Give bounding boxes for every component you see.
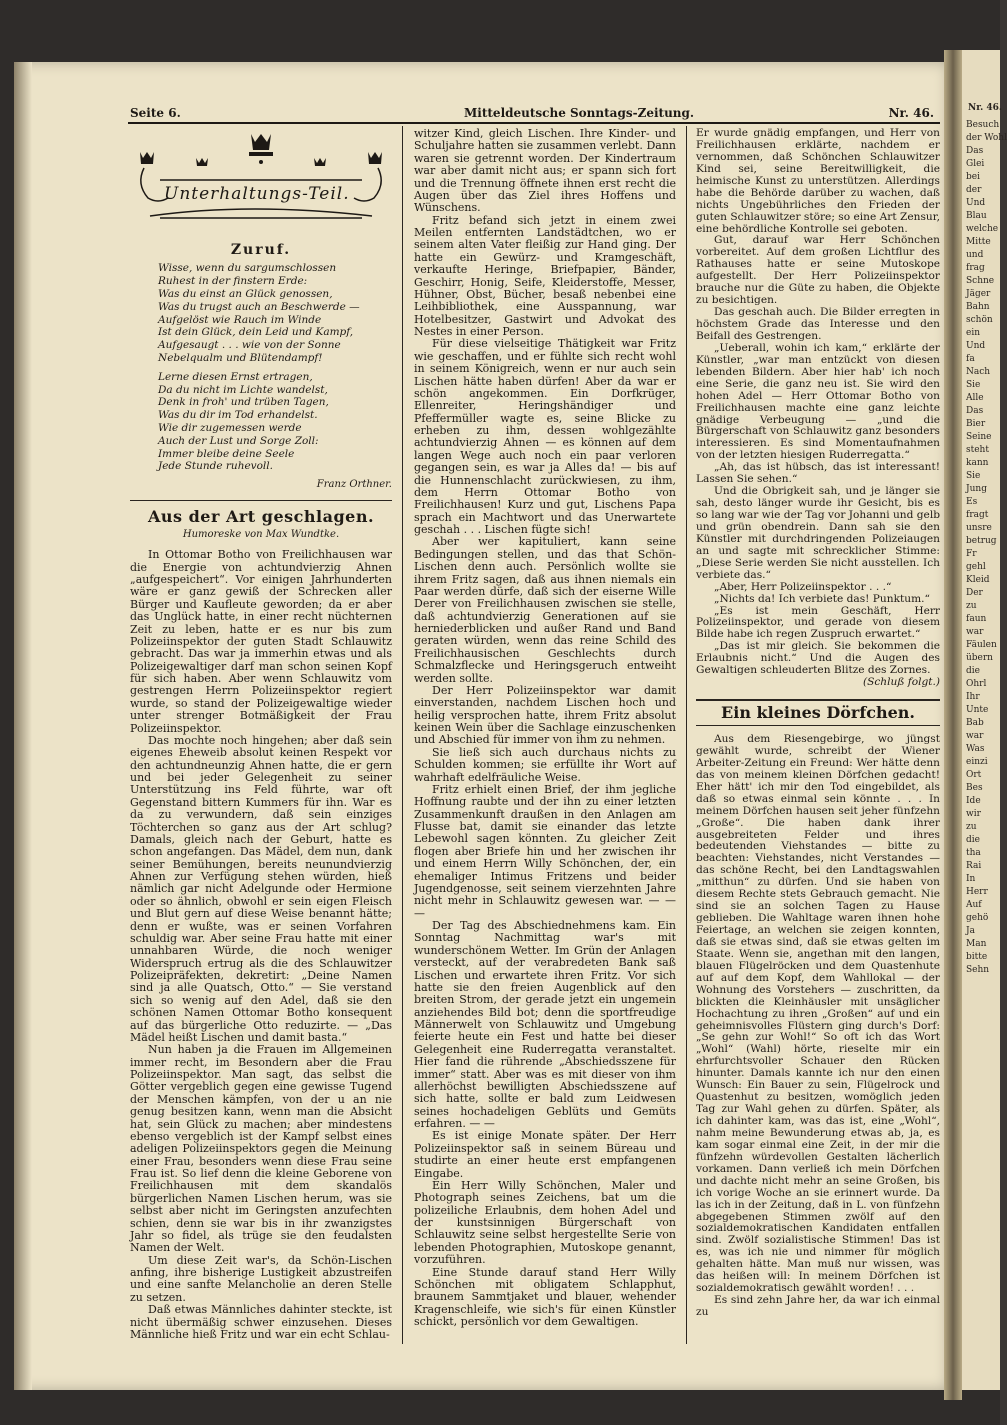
paragraph: Nun haben ja die Frauen im Allgemeinen immer recht, im Besondern aber die Frau Polizeiinspektor. Man sagt, das selbst die Götter vergeblich gegen eine gewisse Tugend der Menschen kämpfen, von der u an nie genug besitzen kann, wenn man die Absicht hat, sein Glück zu machen; aber mindestens ebenso vergeblich ist der Kampf selbst eines adeligen Polizeiinspektors gegen die Meinung einer Frau, besonders wenn diese Frau seine Frau ist. So lief denn die kleine Geborene von Freilichhausen mit dem skandalös bürgerlichen Namen Lischen herum, was sie selbst aber nicht im Geringsten anzufechten schien, denn sie war bis in ihr zwanzigstes Jahr so fidel, als trüge sie den feudalsten Namen der Welt.: [130, 1043, 392, 1255]
poem-line: Aufgesaugt . . . wie von der Sonne: [158, 339, 341, 352]
right-page-fragment-line: Nach: [966, 367, 991, 377]
column-2: [414, 128, 676, 1328]
paragraph: Für diese vielseitige Thätigkeit war Fritz wie geschaffen, und er fühlte sich recht wohl in seinem Königreich, wenn er nur auch sein Lischen hätte haben dürfen! Aber da war er schön angekommen. Ein Dorfkrüger, Ellenreiter, Heringshändiger und Pfeffermüller wagte es, seine Blicke zu erheben zu ihm, dessen wohlgezählte achtundvierzig Ahnen — es können auf dem langen Wege auch noch ein paar verloren gegangen sein, es war ja Alles da! — bis auf die Hunnenschlacht zurückwiesen, zu ihm, dem Herrn Ottomar Botho von Freilichhausen! Kurz und gut, Lischens Papa sprach ein Machtwort und das Unerwartete geschah . . . Lischen fügte sich!: [414, 337, 676, 536]
paragraph: Das geschah auch. Die Bilder erregten in höchstem Grade das Interesse und den Beifall des Gestrengen.: [696, 306, 940, 342]
section-banner: [130, 128, 392, 236]
right-page-fragment-line: zu: [966, 822, 977, 832]
paragraph: Er wurde gnädig empfangen, und Herr von Freilichhausen erklärte, nachdem er vernommen, daß Schönchen Schlauwitzer Kind sei, seine Bereitwilligkeit, die heimische Kunst zu unterstützen. Allerdings habe die Behörde darüber zu wachen, daß nichts Ungebührliches den Frieden der guten Schlauwitzer störe; so eine Art Zensur, eine behördliche Kontrolle sei geboten.: [696, 127, 940, 235]
right-page-fragment-line: Rai: [966, 861, 982, 871]
right-page-fragment-line: Ort: [966, 770, 982, 780]
poem-stanza-2: [158, 371, 392, 473]
paragraph: Eine Stunde darauf stand Herr Willy Schönchen mit obligatem Schlapphut, braunem Sammtjaket und blauer, wehender Kragenschleife, wie sich's für einen Künstler schickt, persönlich vor dem Gewaltigen.: [414, 1265, 676, 1328]
poem-line: Nebelqualm und Blütendampf!: [158, 351, 323, 364]
paragraph: „Das ist mir gleich. Sie bekommen die Erlaubnis nicht.“ Und die Augen des Gewaltigen schleuderten Blitze des Zornes.: [696, 640, 940, 677]
right-page-fragment-line: Herr: [966, 887, 988, 897]
right-page-fragment-line: einzi: [966, 757, 988, 767]
poem-title: Zuruf.: [230, 242, 292, 258]
right-page-fragment-line: ein: [966, 328, 981, 338]
column-3: [696, 128, 940, 1319]
right-page-fragment-line: der Wohl: [966, 133, 1007, 143]
poem-line: Auch der Lust und Sorge Zoll:: [158, 434, 319, 447]
right-page-fragment-line: Man: [966, 939, 987, 949]
story-text-col1: [130, 549, 392, 1341]
paragraph: Aber wer kapituliert, kann seine Bedingungen stellen, und das that Schön-Lischen denn auch. Persönlich wollte sie ihrem Fritz sagen, daß aus ihnen niemals ein Paar werden dürfe, daß sich der eiserne Wille Derer von Freilichhausen zwischen sie stelle, daß achtundvierzig Generationen auf sie herniederblicken und außer Rand und Band geraten würden, wenn das reine Schild des Freilichhausischen Geschlechts durch Schmalzflecke und Heringsgeruch entweiht werden sollte.: [414, 535, 676, 685]
paragraph: „Ueberall, wohin ich kam,“ erklärte der Künstler, „war man entzückt von diesen lebenden Bildern. Aber hier hab' ich noch eine Serie, die ganz neu ist. Sie wird den hohen Adel — Herr Ottomar Botho von Freilichhausen machte eine ganz leichte gnädige Verbeugung — „und die Bürgerschaft von Schlauwitz ganz besonders interessieren. Es sind Momentaufnahmen von der letzten hiesigen Ruderregatta.“: [696, 341, 940, 462]
poem-line: Was du einst an Glück genossen,: [158, 287, 333, 300]
paragraph: witzer Kind, gleich Lischen. Ihre Kinder- und Schuljahre hatten sie zusammen verlebt. Dann waren sie getrennt worden. Der Kindertraum war aber damit nicht aus; er spann sich fort und die Trennung öffnete ihnen erst recht die Augen über das Ziel ihres Hoffens und Wünschens.: [414, 127, 676, 215]
paragraph: Gut, darauf war Herr Schönchen vorbereitet. Auf dem großen Lichtflur des Rathauses hatte er seine Mutoskope aufgestellt. Der Herr Polizeiinspektor brauche nur die Güte zu haben, die Objekte zu besichtigen.: [696, 234, 940, 307]
right-page-fragment-line: die: [966, 835, 980, 845]
paragraph: Und die Obrigkeit sah, und je länger sie sah, desto länger wurde ihr Gesicht, bis es so lang war wie der Tag vor Johanni und gelb und grün obendrein. Dann sah sie den Künstler mit durchdringenden Polizeiaugen an und sagte mit schrecklicher Stimme: „Diese Serie werden Sie nicht ausstellen. Ich verbiete das.“: [696, 485, 940, 581]
right-page-fragment-line: Ihr: [966, 692, 980, 702]
column-divider-1: [402, 126, 403, 1344]
poem-line: Was du trugst auch an Beschwerde —: [158, 300, 360, 313]
right-page-fragment-line: zu: [966, 601, 977, 611]
paragraph: Fritz befand sich jetzt in einem zwei Meilen entfernten Landstädtchen, wo er seinem alten Vater fleißig zur Hand ging. Der hatte ein Gewürz- und Kramgeschäft, verkaufte Heringe, Briefpapier, Bänder, Geschirr, Honig, Seife, Kleiderstoffe, Messer, Hühner, Obst, Bücher, besaß nebenbei eine Leihbibliothek, eine Ausspannung, war Hotelbesitzer, Gastwirt und Advokat des Nestes in einer Person.: [414, 213, 676, 338]
right-page-fragment-line: bitte: [966, 952, 988, 962]
right-page-fragment-line: Kleid: [966, 575, 990, 585]
right-page-fragment-line: Und: [966, 341, 986, 351]
right-page-text: [966, 119, 1007, 977]
paragraph: Um diese Zeit war's, da Schön-Lischen anfing, ihre bisherige Lustigkeit abzustreifen und eine sanfte Melancholie an deren Stelle zu setzen.: [130, 1253, 392, 1304]
paragraph: Der Herr Polizeiinspektor war damit einverstanden, nachdem Lischen hoch und heilig versprochen hatte, ihrem Fritz absolut keinen Wein über die Sachlage einzuschenken und Abschied für immer von ihm zu nehmen.: [414, 683, 676, 747]
poem-line: Aufgelöst wie Rauch im Winde: [158, 313, 322, 326]
paragraph: Sie ließ sich auch durchaus nichts zu Schulden kommen; sie erfüllte ihr Wort auf wahrhaft edelfräuliche Weise.: [414, 745, 676, 784]
right-page-fragment-line: Seine: [966, 432, 992, 442]
poem-line: Wisse, wenn du sargumschlossen: [158, 262, 337, 275]
story-title: Aus der Art geschlagen.: [147, 506, 375, 526]
right-page-fragment-line: fragt: [966, 510, 989, 520]
right-page-fragment-line: Bier: [966, 419, 986, 429]
page-left-edge: [14, 62, 32, 1390]
right-page-fragment-line: Ide: [966, 796, 981, 806]
paragraph: Aus dem Riesengebirge, wo jüngst gewählt wurde, schreibt der Wiener Arbeiter-Zeitung ein Freund: Wer hätte denn das von meinem kleinen Dörfchen gedacht! Eher hätt' ich mir den Tod eingebildet, als daß so etwas einmal sein könnte . . . In meinem Dörfchen hausen seit jeher fünfzehn „Große“. Die haben dank ihrer ausgebreiteten Felder und ihres bedeutenden Viehstandes — bitte zu beachten: Viehstandes, nicht Verstandes — das schöne Recht, bei den Landtagswahlen „mitthun“ zu dürfen. Und sie haben von diesem Rechte stets Gebrauch gemacht. Nie sind sie an solchen Tagen zu Hause geblieben. Die Wahltage waren ihnen hohe Feiertage, an welchen sie zeigen konnten, daß sie etwas sind, daß sie etwas gelten im Staate. Wenn sie, angethan mit den langen, blauen Flügelröcken und dem Quastenhute auf auf dem Kopf, dem Wahllokal — der Wohnung des Vorstehers — zuschritten, da blickten die Kleinhäusler mit unsäglicher Hochachtung zu ihren „Großen“ auf und ein geheimnisvolles Flüstern ging durch's Dorf: „Se gehn zur Wohl!“ So oft ich das Wort „Wohl“ (Wahl) hörte, rieselte mir ein ehrfurchtsvoller Schauer den Rücken hinunter. Damals kannte ich nur den einen Wunsch: Ein Bauer zu sein, Flügelrock und Quastenhut zu besitzen, womöglich jeden Tag zur Wahl gehen zu dürfen. Später, als ich dahinter kam, was das ist, eine „Wohl“, nahm meine Bewunderung etwas ab, ja, es kam sogar einmal eine Zeit, in der mir die fünfzehn würdevollen Gestalten lächerlich vorkamen. Dann verließ ich mein Dörfchen und dachte nicht mehr an seine Großen, bis ich vorige Woche an sie erinnert wurde. Da las ich in der Zeitung, daß in L. von fünfzehn abgegebenen Stimmen zwölf auf den sozialdemokratischen Kandidaten entfallen sind. Zwölf sozialistische Stimmen! Das ist es, was ich nie und nimmer für möglich gehalten hätte. Man muß nur wissen, was das heißen will: In meinem Dörfchen ist sozialdemokratisch gewählt worden! . . .: [696, 733, 940, 1295]
right-page-fragment-line: Sie: [966, 471, 981, 481]
poem-line: Ruhest in der finstern Erde:: [158, 275, 308, 288]
right-page-fragment-line: Das: [966, 406, 984, 416]
paragraph: Daß etwas Männliches dahinter steckte, ist nicht übermäßig schwer einzusehen. Dieses Männliche hieß Fritz und war ein echt Schlau-: [130, 1303, 392, 1341]
story-byline: Humoreske von Max Wundtke.: [182, 528, 340, 540]
right-page-fragment-line: die: [966, 666, 980, 676]
right-page-fragment-line: Sie: [966, 380, 981, 390]
paragraph: Es sind zehn Jahre her, da war ich einmal zu: [696, 1294, 940, 1318]
right-page-fragment-line: Blau: [966, 211, 987, 221]
right-page-fragment-line: und: [966, 250, 984, 260]
page-number: Seite 6.: [130, 106, 181, 120]
right-page-fragment-line: unsre: [966, 523, 992, 533]
poem-stanza-1: [158, 262, 392, 364]
right-page-fragment-line: Bahn: [966, 302, 990, 312]
right-page-fragment: [962, 50, 1007, 1390]
right-page-fragment-line: Fäulen: [966, 640, 997, 650]
right-page-fragment-line: Das: [966, 146, 984, 156]
poem-line: Was du dir im Tod erhandelst.: [158, 409, 318, 422]
right-page-fragment-line: Fr: [966, 549, 977, 559]
right-page-fragment-line: Bes: [966, 783, 983, 793]
paragraph: „Aber, Herr Polizeiinspektor . . .“: [714, 580, 892, 593]
right-page-fragment-line: steht: [966, 445, 989, 455]
right-page-fragment-line: fa: [966, 354, 975, 364]
right-page-fragment-line: Glei: [966, 159, 985, 169]
right-page-fragment-line: Schne: [966, 276, 995, 286]
poem-line: Jede Stunde ruhevoll.: [158, 460, 273, 473]
article2-title: Ein kleines Dörfchen.: [696, 699, 940, 726]
right-page-fragment-line: kann: [966, 458, 989, 468]
poem-line: Da du nicht im Lichte wandelst,: [158, 383, 328, 396]
poem-line: Immer bleibe deine Seele: [158, 447, 295, 460]
right-page-fragment-line: schön: [966, 315, 993, 325]
paragraph: „Ah, das ist hübsch, das ist interessant! Lassen Sie sehen.“: [696, 461, 940, 486]
right-page-fragment-line: Besuch: [966, 120, 1000, 130]
right-page-fragment-line: Ohrl: [966, 679, 987, 689]
right-page-fragment-line: Auf: [966, 900, 982, 910]
paragraph: In Ottomar Botho von Freilichhausen war die Energie von achtundvierzig Ahnen „aufgespeichert“. Vor einigen Jahrhunderten wäre er ganz gewiß der Schrecken aller Bürger und Kaufleute geworden; da er aber das Unglück hatte, in einer recht nüchternen Zeit zu leben, hatte er es nur bis zum Polizeiinspektor der guten Stadt Schlauwitz gebracht. Das war ja immerhin etwas und als Polizeigewaltiger darf man schon seinen Kopf für sich haben. Aber wenn Schlauwitz vom gestrengen Herrn Polizeiinspektor regiert wurde, so stand der Polizeigewaltige wieder unter strenger Botmäßigkeit der Frau Polizeiinspektor.: [130, 548, 392, 735]
paragraph: „Es ist mein Geschäft, Herr Polizeiinspektor, und gerade von diesem Bilde habe ich regen Zuspruch erwartet.“: [696, 604, 940, 641]
right-page-fragment-line: Jung: [966, 484, 987, 494]
article2-text: [696, 734, 940, 1319]
newspaper-title: Mitteldeutsche Sonntags-Zeitung.: [464, 106, 695, 120]
right-page-fragment-line: Und: [966, 198, 986, 208]
issue-number: Nr. 46.: [888, 106, 934, 120]
column-divider-2: [686, 126, 687, 1344]
right-page-fragment-line: In: [966, 874, 976, 884]
poem-line: Lerne diesen Ernst ertragen,: [158, 370, 313, 383]
book-binding: [944, 50, 962, 1400]
right-page-fragment-line: gehl: [966, 562, 986, 572]
paragraph: Ein Herr Willy Schönchen, Maler und Photograph seines Zeichens, bat um die polizeiliche Erlaubnis, dem hohen Adel und der kunstsinnigen Bürgerschaft von Schlauwitz seine selbst hergestellte Serie von lebenden Photographien, Mutoskope genannt, vorzuführen.: [414, 1178, 676, 1267]
paragraph: Es ist einige Monate später. Der Herr Polizeiinspektor saß in seinem Büreau und studirte an einer heute erst empfangenen Eingabe.: [414, 1129, 676, 1180]
right-page-fragment-line: welche: [966, 224, 999, 234]
right-page-fragment-line: der: [966, 185, 982, 195]
right-page-fragment-line: Jäger: [966, 289, 991, 299]
right-page-fragment-line: Sehn: [966, 965, 990, 975]
paragraph: Der Tag des Abschiednehmens kam. Ein Sonntag Nachmittag war's mit wunderschönem Wetter. Im Grün der Anlagen versteckt, auf der verabredeten Bank saß Lischen und erwartete ihren Fritz. Vor sich hatte sie den freien Augenblick auf den breiten Strom, der gerade jetzt ein ungemein anziehendes Bild bot; denn die sportfreudige Männerwelt von Schlauwitz und Umgebung feierte heute ein Fest und hatte bei dieser Gelegenheit eine Ruderregatta veranstaltet. Hier fand die rührende „Abschiedsszene für immer“ statt. Aber was es mit dieser von ihm allerhöchst bewilligten Abschiedsszene auf sich hatte, sollte er bald zum Leidwesen seines hochadeligen Geblüts und Gemüts erfahren. — —: [414, 919, 676, 1130]
right-page-fragment-line: faun: [966, 614, 987, 624]
header-rule: [128, 122, 940, 124]
right-page-header: Nr. 46.: [968, 103, 1003, 113]
right-page-fragment-line: Ja: [966, 926, 975, 936]
column-1: [130, 128, 392, 1341]
poem-body: [158, 262, 392, 473]
right-page-fragment-line: betrug: [966, 536, 997, 546]
right-page-fragment-line: Unte: [966, 705, 989, 715]
poem-line: Ist dein Glück, dein Leid und Kampf,: [158, 326, 354, 339]
poem-author: Franz Orthner.: [316, 479, 392, 491]
right-page-fragment-line: tha: [966, 848, 981, 858]
right-page-fragment-line: Es: [966, 497, 978, 507]
story-text-col3: [696, 128, 940, 677]
paragraph: Das mochte noch hingehen; aber daß sein eigenes Eheweib absolut keinen Respekt vor den achtundneunzig Ahnen hatte, die er gern und bei jeder Gelegenheit zu seiner Unterstützung ins Feld führte, war oft Gegenstand bittern Kummers für ihn. War es da zu verwundern, daß sein einziges Töchterchen so ganz aus der Art schlug? Damals, gleich nach der Geburt, hatte es schon angefangen. Das Mädel, dem nun, dank seiner Bemühungen, bereits neunundvierzig Ahnen zur Verfügung stehen würden, hieß nämlich gar nicht Adelgunde oder Hermione oder so ähnlich, obwohl er sein eigen Fleisch und Blut gern auf diese Weise benannt hätte; denn er wußte, was er seinen Vorfahren schuldig war. Aber seine Frau hatte mit einer unnahbaren Würde, die noch weniger Widerspruch ertrug als die des Schlauwitzer Polizeipräfekten, dekretirt: „Deine Namen sind ja alle Quatsch, Otto.“ — Sie verstand sich so wenig auf den Adel, daß sie den schönen Namen Ottomar Botho konsequent auf das bürgerliche Otto reduzirte. — „Das Mädel heißt Lischen und damit basta.“: [130, 733, 392, 1044]
right-page-fragment-line: übern: [966, 653, 993, 663]
right-page-fragment-line: Alle: [966, 393, 984, 403]
right-page-fragment-line: Der: [966, 588, 983, 598]
separator: [130, 500, 392, 501]
paragraph: „Nichts da! Ich verbiete das! Punktum.“: [714, 592, 930, 605]
right-page-fragment-line: frag: [966, 263, 985, 273]
section-title: Unterhaltungs-Teil.: [164, 184, 350, 204]
poem-line: Wie dir zugemessen werde: [158, 421, 302, 434]
right-page-fragment-line: wir: [966, 809, 981, 819]
poem-line: Denk in froh' und trüben Tagen,: [158, 396, 329, 409]
ornament-icon: [130, 128, 392, 236]
right-page-fragment-line: Mitte: [966, 237, 991, 247]
right-page-fragment-line: Was: [966, 744, 985, 754]
story-text-col2: [414, 128, 676, 1328]
right-page-fragment-line: bei: [966, 172, 980, 182]
right-page-fragment-line: war: [966, 627, 984, 637]
right-page-fragment-line: war: [966, 731, 984, 741]
to-be-continued: (Schluß folgt.): [862, 676, 940, 689]
right-page-fragment-line: Bab: [966, 718, 984, 728]
right-page-fragment-line: gehö: [966, 913, 989, 923]
paragraph: Fritz erhielt einen Brief, der ihm jegliche Hoffnung raubte und der ihn zu einer letzten Zusammenkunft draußen in den Anlagen am Flusse bat, damit sie einander das letzte Lebewohl sagen könnten. Zu gleicher Zeit flogen aber Briefe hin und her zwischen ihr und einem Herrn Willy Schönchen, der, ein ehemaliger Intimus Fritzens und beider Jugendgenosse, seit seinem vierzehnten Jahre nicht mehr in Schlauwitz gewesen war. — — —: [414, 782, 676, 920]
